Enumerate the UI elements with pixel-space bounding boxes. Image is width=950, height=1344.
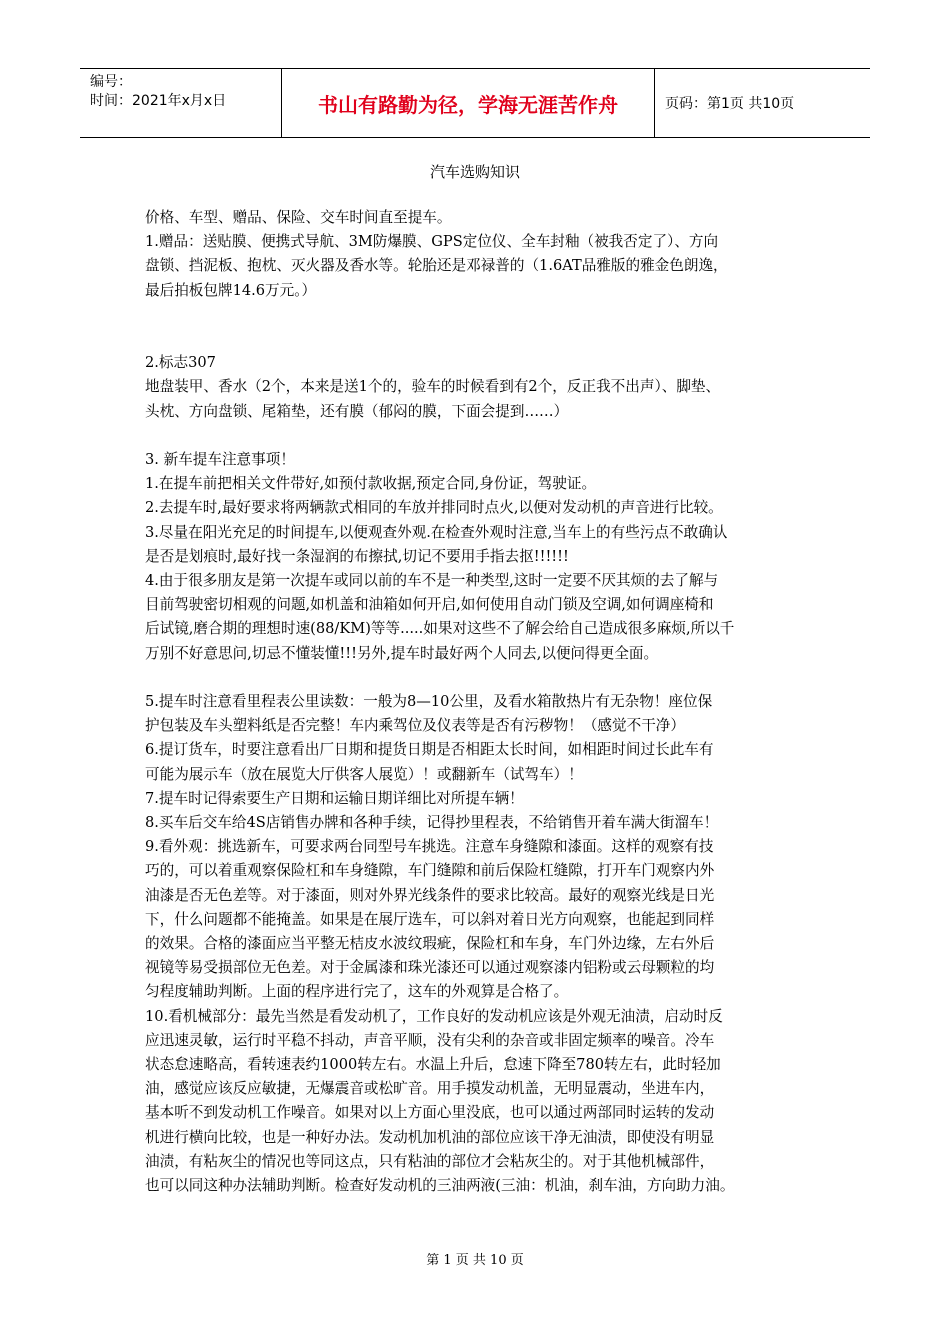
body-line: 油，感觉应该反应敏捷，无爆震音或松旷音。用手摸发动机盖，无明显震动，坐进车内， bbox=[145, 1080, 715, 1098]
body-line: 3.尽量在阳光充足的时间提车,以便观查外观.在检查外观时注意,当车上的有些污点不敢确认 bbox=[145, 523, 728, 541]
body-line: 应迅速灵敏，运行时平稳不抖动，声音平顺，没有尖利的杂音或非固定频率的噪音。冷车 bbox=[145, 1031, 715, 1049]
body-line: 8.买车后交车给4S店销售办牌和各种手续，记得抄里程表，不给销售开着车满大街溜车！ bbox=[145, 814, 719, 832]
body-line: 1.在提车前把相关文件带好,如预付款收据,预定合同,身份证，驾驶证。 bbox=[145, 475, 597, 493]
body-line: 2.去提车时,最好要求将两辆款式相同的车放并排同时点火,以便对发动机的声音进行比较。 bbox=[145, 499, 723, 517]
body-line: 也可以同这种办法辅助判断。检查好发动机的三油两液(三油：机油，刹车油，方向助力油。 bbox=[145, 1177, 735, 1195]
body-line: 下，什么问题都不能掩盖。如果是在展厅选车，可以斜对着日光方向观察，也能起到同样 bbox=[145, 910, 715, 928]
body-line: 3. 新车提车注意事项！ bbox=[145, 450, 295, 468]
body-line: 匀程度辅助判断。上面的程序进行完了，这车的外观算是合格了。 bbox=[145, 983, 569, 1001]
body-line: 后试镜,磨合期的理想时速(88/KM)等等.....如果对这些不了解会给自己造成很多麻烦,所以千 bbox=[145, 620, 735, 638]
body-line: 可能为展示车（放在展览大厅供客人展览）！或翻新车（试驾车）！ bbox=[145, 765, 583, 783]
body-line: 是否是划痕时,最好找一条湿润的布擦拭,切记不要用手指去抠!!!!!! bbox=[145, 547, 569, 565]
body-line: 价格、车型、赠品、保险、交车时间直至提车。 bbox=[145, 209, 452, 226]
body-line: 目前驾驶密切相观的问题,如机盖和油箱如何开启,如何使用自动门锁及空调,如何调座椅和 bbox=[145, 596, 714, 614]
document-body bbox=[145, 206, 830, 1198]
body-line: 4.由于很多朋友是第一次提车或同以前的车不是一种类型,这时一定要不厌其烦的去了解与 bbox=[145, 572, 719, 589]
body-line: 油漆是否无色差等。对于漆面，则对外界光线条件的要求比较高。最好的观察光线是日光 bbox=[145, 886, 715, 904]
body-line: 机进行横向比较，也是一种好办法。发动机加机油的部位应该干净无油渍，即使没有明显 bbox=[145, 1128, 715, 1146]
body-line: 视镜等易受损部位无色差。对于金属漆和珠光漆还可以通过观察漆内铝粉或云母颗粒的均 bbox=[145, 959, 715, 977]
body-line: 最后拍板包牌14.6万元。） bbox=[145, 281, 317, 299]
body-line: 6.提订货车，时要注意看出厂日期和提货日期是否相距太长时间，如相距时间过长此车有 bbox=[145, 741, 714, 759]
body-line: 头枕、方向盘锁、尾箱垫，还有膜（郁闷的膜，下面会提到……） bbox=[145, 402, 569, 420]
document-title: 汽车选购知识 bbox=[429, 163, 520, 181]
body-line: 地盘装甲、香水（2个，本来是送1个的，验车的时候看到有2个，反正我不出声）、脚垫、 bbox=[145, 378, 721, 396]
body-line bbox=[145, 666, 830, 690]
body-line bbox=[145, 424, 830, 448]
body-line: 9.看外观：挑选新车，可要求两台同型号车挑选。注意车身缝隙和漆面。这样的观察有技 bbox=[145, 838, 714, 856]
body-line: 1.赠品：送贴膜、便携式导航、3M防爆膜、GPS定位仪、全车封釉（被我否定了）、方向 bbox=[145, 233, 719, 251]
body-line: 油渍，有粘灰尘的情况也等同这点，只有粘油的部位才会粘灰尘的。对于其他机械部件， bbox=[145, 1152, 715, 1170]
body-line: 巧的，可以着重观察保险杠和车身缝隙，车门缝隙和前后保险杠缝隙，打开车门观察内外 bbox=[145, 862, 715, 880]
header-table bbox=[80, 68, 870, 138]
body-line bbox=[145, 327, 830, 351]
body-line: 状态怠速略高，看转速表约1000转左右。水温上升后，怠速下降至780转左右，此时轻加 bbox=[145, 1056, 721, 1074]
header-motto: 书山有路勤为径，学海无涯苦作舟 bbox=[281, 69, 655, 137]
body-line: 盘锁、挡泥板、抱枕、灭火器及香水等。轮胎还是邓禄普的（1.6AT品雅版的雅金色朗逸， bbox=[145, 257, 728, 275]
body-line: 护包装及车头塑料纸是否完整！车内乘驾位及仪表等是否有污秽物！（感觉不干净） bbox=[145, 717, 685, 735]
body-line: 的效果。合格的漆面应当平整无桔皮水波纹瑕疵，保险杠和车身，车门外边缘，左右外后 bbox=[145, 935, 715, 953]
body-line: 5.提车时注意看里程表公里读数：一般为8—10公里，及看水箱散热片有无杂物！座位保 bbox=[145, 693, 713, 710]
body-line bbox=[145, 303, 830, 327]
page-footer: 第 1 页 共 10 页 bbox=[426, 1253, 524, 1268]
body-line: 2.标志307 bbox=[145, 354, 216, 372]
body-line: 万别不好意思问,切忌不懂装懂!!!另外,提车时最好两个人同去,以便问得更全面。 bbox=[145, 644, 659, 662]
doc-number-label: 编号： bbox=[90, 74, 132, 90]
header-left-cell bbox=[80, 69, 281, 137]
body-line: 基本听不到发动机工作噪音。如果对以上方面心里没底，也可以通过两部同时运转的发动 bbox=[145, 1104, 715, 1122]
header-page-info: 页码：第1页 共10页 bbox=[665, 96, 795, 112]
doc-time-label: 时间：2021年x月x日 bbox=[90, 93, 227, 109]
body-line: 10.看机械部分：最先当然是看发动机了，工作良好的发动机应该是外观无油渍，启动时反 bbox=[145, 1007, 723, 1025]
body-line: 7.提车时记得索要生产日期和运输日期详细比对所提车辆！ bbox=[145, 789, 524, 807]
